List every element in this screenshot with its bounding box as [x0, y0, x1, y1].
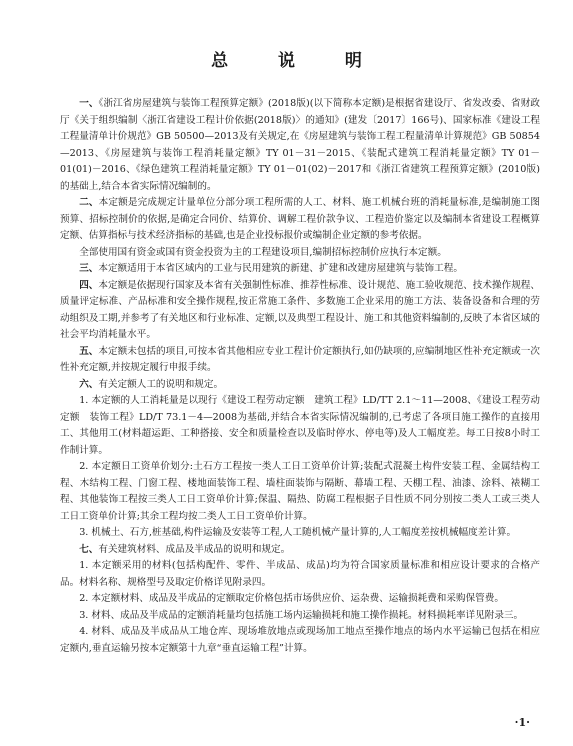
paragraph-text: 2. 本定额日工资单价划分:土石方工程按一类人工日工资单价计算;装配式混凝土构件安装工程、金属结构工程、木结构工程、门窗工程、楼地面装饰工程、墙柱面装饰与隔断、幕墙工程、天棚工程、油漆、涂料、裱糊工程、其他装饰工程按三类人工日工资单价计算;保温、隔热、防腐工程根据子目性质不同分别按二类人工或三类人工日工资单价计算;其余工程均按二类人工日工资单价计算。 — [60, 461, 540, 522]
paragraph-text: 2. 本定额材料、成品及半成品的定额取定价格包括市场供应价、运杂费、运输损耗费和采购保管费。 — [79, 593, 504, 604]
paragraph-15 — [60, 624, 540, 657]
paragraph-text: 1. 本定额的人工消耗量是以现行《建设工程劳动定额 建筑工程》LD/TT 2.1～11—2008、《建设工程劳动定额 装饰工程》LD/T 73.1－4—2008为基础,并结合本省实际情况编制的,已考虑了各项目施工操作的直接用工、其他用工(材料超运距、工种搭接、安全和质量检查以及临时停水、停电等)及人工幅度差。每工日按8小时工作制计算。 — [60, 395, 540, 456]
paragraph-heading: 七、 — [79, 543, 99, 555]
paragraph-heading: 五、 — [79, 345, 99, 357]
paragraph-text: 本定额适用于本省区域内的工业与民用建筑的新建、扩建和改建房屋建筑与装饰工程。 — [98, 263, 463, 274]
paragraph-text: 4. 材料、成品及半成品从工地仓库、现场堆放地点或现场加工地点至操作地点的场内水平运输已包括在相应定额内,垂直运输另按本定额第十九章“垂直运输工程”计算。 — [60, 626, 540, 654]
paragraph-6 — [60, 344, 540, 377]
paragraph-text: 有关定额人工的说明和规定。 — [98, 378, 224, 390]
paragraph-text: 3. 材料、成品及半成品的定额消耗量均包括施工场内运输损耗和施工操作损耗。材料损耗率详见附录三。 — [79, 609, 524, 621]
paragraph-3 — [60, 245, 540, 262]
paragraph-8 — [60, 393, 540, 459]
paragraph-text: 有关建筑材料、成品及半成品的说明和规定。 — [98, 543, 291, 555]
paragraph-heading: 四、 — [79, 279, 99, 291]
paragraph-4 — [60, 261, 540, 278]
paragraph-text: 3. 机械土、石方,桩基础,构件运输及安装等工程,人工随机械产量计算的,人工幅度差按机械幅度差计算。 — [79, 527, 517, 538]
paragraph-text: 本定额是完成规定计量单位分部分项工程所需的人工、材料、施工机械台班的消耗量标准,是编制施工图预算、招标控制价的依据,是确定合同价、结算价、调解工程价款争议、工程造价鉴定以及编制本省建设工程概算定额、估算指标与技术经济指标的基础,也是企业投标报价或编制企业定额的参考依据。 — [60, 197, 540, 241]
paragraph-10 — [60, 525, 540, 542]
paragraph-13 — [60, 591, 540, 608]
paragraph-text: 本定额是依据现行国家及本省有关强制性标准、推荐性标准、设计规范、施工验收规范、技术操作规程、质量评定标准、产品标准和安全操作规程,按正常施工条件、多数施工企业采用的施工方法、装备设备和合理的劳动组织及工期,并参考了有关地区和行业标准、定额,以及典型工程设计、施工和其他资料编制的,反映了本省区域的社会平均消耗量水平。 — [60, 279, 541, 340]
paragraph-14 — [60, 608, 540, 625]
paragraph-heading: 三、 — [79, 263, 99, 274]
paragraph-11 — [60, 542, 540, 559]
paragraph-1 — [60, 96, 540, 195]
paragraph-5 — [60, 278, 540, 344]
page-number: ·1· — [514, 716, 530, 729]
paragraph-heading: 二、 — [79, 197, 99, 208]
paragraph-9 — [60, 459, 540, 525]
body-text — [60, 96, 540, 657]
paragraph-text: 本定额未包括的项目,可按本省其他相应专业工程计价定额执行,如仍缺项的,应编制地区性补充定额或一次性补充定额,并按规定履行申报手续。 — [60, 345, 540, 373]
paragraph-2 — [60, 195, 540, 245]
paragraph-7 — [60, 377, 540, 394]
paragraph-heading: 一、 — [79, 98, 99, 109]
paragraph-text: 全部使用国有资金或国有资金投资为主的工程建设项目,编制招标控制价应执行本定额。 — [79, 246, 447, 258]
paragraph-heading: 六、 — [79, 378, 99, 390]
paragraph-text: 1. 本定额采用的材料(包括构配件、零件、半成品、成品)均为符合国家质量标准和相应设计要求的合格产品。材料名称、规格型号及取定价格详见附录四。 — [60, 560, 540, 588]
page-title: 总 说 明 — [211, 51, 384, 71]
paragraph-12 — [60, 558, 540, 591]
paragraph-text: 《浙江省房屋建筑与装饰工程预算定额》(2018版)(以下简称本定额)是根据省建设厅、省发改委、省财政厅《关于组织编制〈浙江省建设工程计价依据(2018版)〉的通知》(建发〔2017〕166号)、国家标准《建设工程工程量清单计价规范》GB 50500—2013及有关规定,在《房屋建筑与装饰工程工程量清单计算规范》GB 50854—2013、《房屋建筑与装饰工程消耗量定额》TY 01－31－2015、《装配式建筑工程消耗量定额》TY 01－01(01)－2016、《绿色建筑工程消耗量定额》TY 01－01(02)－2017和《浙江省建筑工程预算定额》(2010版)的基础上,结合本省实际情况编制的。 — [60, 98, 541, 192]
